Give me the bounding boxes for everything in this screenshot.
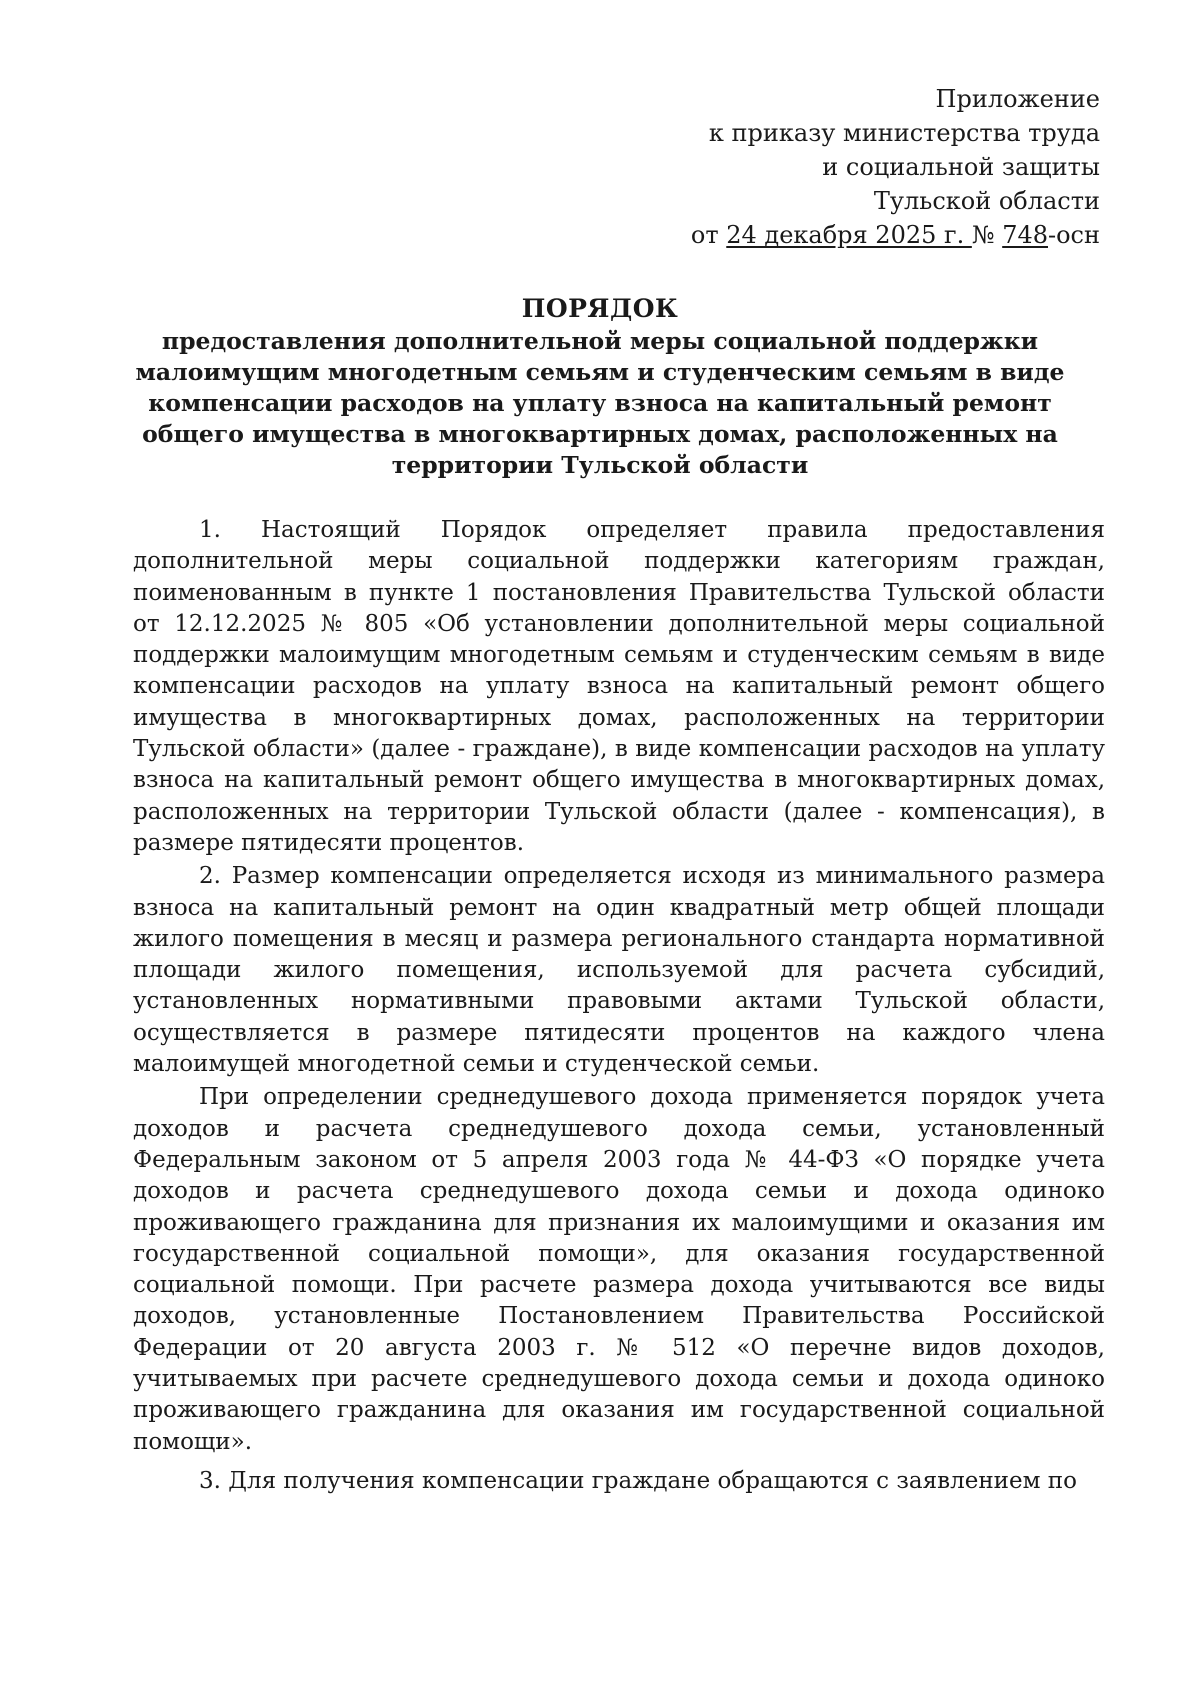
paragraph-3: При определении среднедушевого дохода применяется порядок учета доходов и расчета среднедушевого дохода семьи, установленный Федеральным законом от 5 апреля 2003 года № 44-ФЗ «О порядке учета доходов и расчета среднедушевого дохода семьи и дохода одиноко проживающего гражданина для признания их малоимущими и оказания им государственной социальной помощи», для оказания государственной социальной помощи. При расчете размера дохода учитываются все виды доходов, установленные Постановлением Правительства Российской Федерации от 20 августа 2003 г. № 512 «О перечне видов доходов, учитываемых при расчете среднедушевого дохода семьи и дохода одиноко проживающего гражданина для оказания им государственной социальной помощи». bbox=[133, 1084, 1105, 1455]
paragraph-1-number: 1. bbox=[199, 517, 221, 543]
order-number-sign: № bbox=[971, 221, 1003, 249]
title-subtitle: предоставления дополнительной меры социальной поддержки малоимущим многодетным семьям и студенческим семьям в виде компенсации расходов на уплату взноса на капитальный ремонт общего имущества в многоквартирных домах, расположенных на территории Тульской области bbox=[135, 327, 1065, 479]
annex-line-2: к приказу министерства труда bbox=[708, 119, 1100, 147]
order-number: 748 bbox=[1002, 221, 1048, 249]
document-body bbox=[133, 515, 1105, 1497]
paragraph-1 bbox=[133, 515, 1105, 859]
order-date: 24 декабря 2025 г. bbox=[726, 221, 972, 249]
title-main: ПОРЯДОК bbox=[521, 294, 679, 323]
paragraph-2: 2. Размер компенсации определяется исходя из минимального размера взноса на капитальный ремонт на один квадратный метр общей площади жилого помещения в месяц и размера регионального стандарта нормативной площади жилого помещения, используемой для расчета субсидий, установленных нормативными правовыми актами Тульской области, осуществляется в размере пятидесяти процентов на каждого члена малоимущей многодетной семьи и студенческой семьи. bbox=[133, 863, 1105, 1078]
paragraph-4: 3. Для получения компенсации граждане обращаются с заявлением по bbox=[199, 1467, 1077, 1494]
annex-line-4: Тульской области bbox=[873, 187, 1100, 215]
annex-line-3: и социальной защиты bbox=[822, 153, 1100, 181]
annex-line-1: Приложение bbox=[935, 85, 1100, 113]
order-prefix: от bbox=[690, 221, 727, 249]
annex-order-line bbox=[580, 218, 1100, 252]
order-suffix: -осн bbox=[1048, 221, 1100, 249]
document-title bbox=[130, 292, 1070, 481]
annex-block bbox=[580, 82, 1100, 252]
paragraph-1-text: Настоящий Порядок определяет правила предоставления дополнительной меры социальной поддержки категориям граждан, поименованным в пункте 1 постановления Правительства Тульской области от 12.12.2025 № 805 «Об установлении дополнительной меры социальной поддержки малоимущим многодетным семьям и студенческим семьям в виде компенсации расходов на уплату взноса на капитальный ремонт общего имущества в многоквартирных домах, расположенных на территории Тульской области» (далее - граждане), в виде компенсации расходов на уплату взноса на капитальный ремонт общего имущества в многоквартирных домах, расположенных на территории Тульской области (далее - компенсация), в размере пятидесяти процентов. bbox=[133, 517, 1105, 856]
